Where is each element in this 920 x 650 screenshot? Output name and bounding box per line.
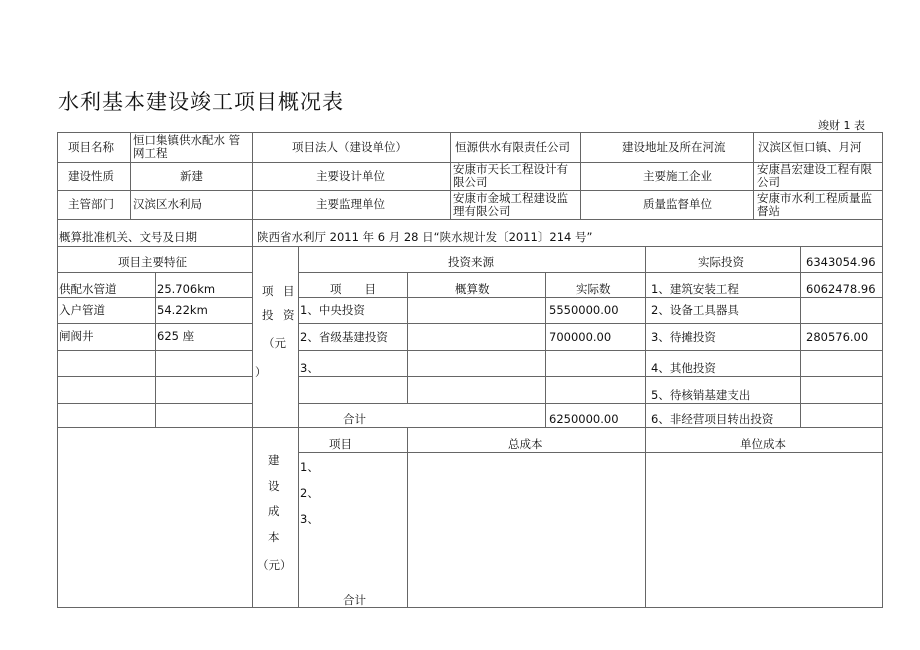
- actual-investment-total: 6343054.96: [806, 255, 876, 269]
- cost-side-label: 设: [268, 479, 280, 493]
- actual-investment-header: 实际投资: [698, 255, 744, 269]
- investment-side-label: 资: [283, 308, 295, 322]
- cost-item: 3、: [300, 512, 319, 526]
- features-header: 项目主要特征: [118, 255, 187, 269]
- source-header: 投资来源: [448, 255, 494, 269]
- investment-side-label: 项: [262, 284, 274, 298]
- feature-value: 25.706km: [157, 282, 216, 296]
- quality-label: 质量监督单位: [643, 197, 712, 211]
- project-name-value: 恒口集镇供水配水 管网工程: [133, 133, 241, 160]
- cost-side-label: 本: [268, 530, 280, 544]
- investment-side-label: ）: [255, 365, 267, 379]
- source-total-actual: 6250000.00: [549, 412, 619, 426]
- cost-col-unit: 单位成本: [740, 437, 786, 451]
- feature-name: 入户管道: [59, 303, 105, 317]
- actual-item-name: 6、非经营项目转出投资: [651, 412, 774, 426]
- nature-label: 建设性质: [68, 169, 114, 183]
- authority-value: 汉滨区水利局: [133, 197, 202, 211]
- source-actual: 5550000.00: [549, 303, 619, 317]
- approval-value: 陕西省水利厅 2011 年 6 月 28 日“陕水规计发〔2011〕214 号”: [257, 230, 593, 244]
- project-name-label: 项目名称: [68, 140, 114, 154]
- legal-person-label: 项目法人（建设单位）: [292, 140, 407, 154]
- approval-label: 概算批准机关、文号及日期: [59, 230, 197, 244]
- cost-total-label: 合计: [343, 593, 366, 607]
- cost-col-item: 项目: [329, 437, 352, 451]
- construction-label: 主要施工企业: [643, 169, 712, 183]
- actual-item-name: 2、设备工具器具: [651, 303, 739, 317]
- supervision-label: 主要监理单位: [316, 197, 385, 211]
- source-total-label: 合计: [343, 412, 366, 426]
- source-col-budget: 概算数: [455, 282, 490, 296]
- source-col-actual: 实际数: [576, 282, 611, 296]
- investment-side-label: （元: [263, 336, 286, 350]
- authority-label: 主管部门: [68, 197, 114, 211]
- cost-item: 1、: [300, 460, 319, 474]
- feature-name: 供配水管道: [59, 282, 117, 296]
- actual-item-name: 4、其他投资: [651, 361, 716, 375]
- source-name: 3、: [300, 361, 319, 375]
- feature-value: 625 座: [157, 329, 195, 343]
- location-value: 汉滨区恒口镇、月河: [758, 140, 862, 154]
- feature-value: 54.22km: [157, 303, 208, 317]
- cost-side-label: （元）: [257, 558, 292, 572]
- location-label: 建设地址及所在河流: [622, 140, 726, 154]
- legal-person-value: 恒源供水有限责任公司: [455, 140, 570, 154]
- cost-side-label: 成: [268, 504, 280, 518]
- source-name: 1、中央投资: [300, 303, 365, 317]
- form-number: 竣财 1 表: [818, 119, 865, 132]
- supervision-value: 安康市金城工程建设监 理有限公司: [453, 191, 568, 218]
- design-unit-value: 安康市天长工程设计有 限公司: [453, 162, 568, 189]
- actual-item-value: 280576.00: [806, 330, 869, 344]
- nature-value: 新建: [180, 169, 203, 183]
- investment-side-label: 投: [262, 308, 274, 322]
- cost-item: 2、: [300, 486, 319, 500]
- design-unit-label: 主要设计单位: [316, 169, 385, 183]
- source-actual: 700000.00: [549, 330, 612, 344]
- document-title: 水利基本建设竣工项目概况表: [58, 90, 344, 114]
- cost-side-label: 建: [268, 453, 280, 467]
- feature-name: 闸阀井: [59, 329, 94, 343]
- actual-item-name: 1、建筑安装工程: [651, 282, 739, 296]
- investment-side-label: 目: [283, 284, 295, 298]
- quality-value: 安康市水利工程质量监督站: [757, 191, 872, 218]
- actual-item-name: 5、待核销基建支出: [651, 388, 751, 402]
- source-col-item: 项 目: [330, 282, 376, 296]
- actual-item-name: 3、待摊投资: [651, 330, 716, 344]
- construction-value: 安康昌宏建设工程有限公司: [757, 162, 872, 189]
- actual-item-value: 6062478.96: [806, 282, 876, 296]
- cost-col-total: 总成本: [508, 437, 543, 451]
- source-name: 2、省级基建投资: [300, 330, 388, 344]
